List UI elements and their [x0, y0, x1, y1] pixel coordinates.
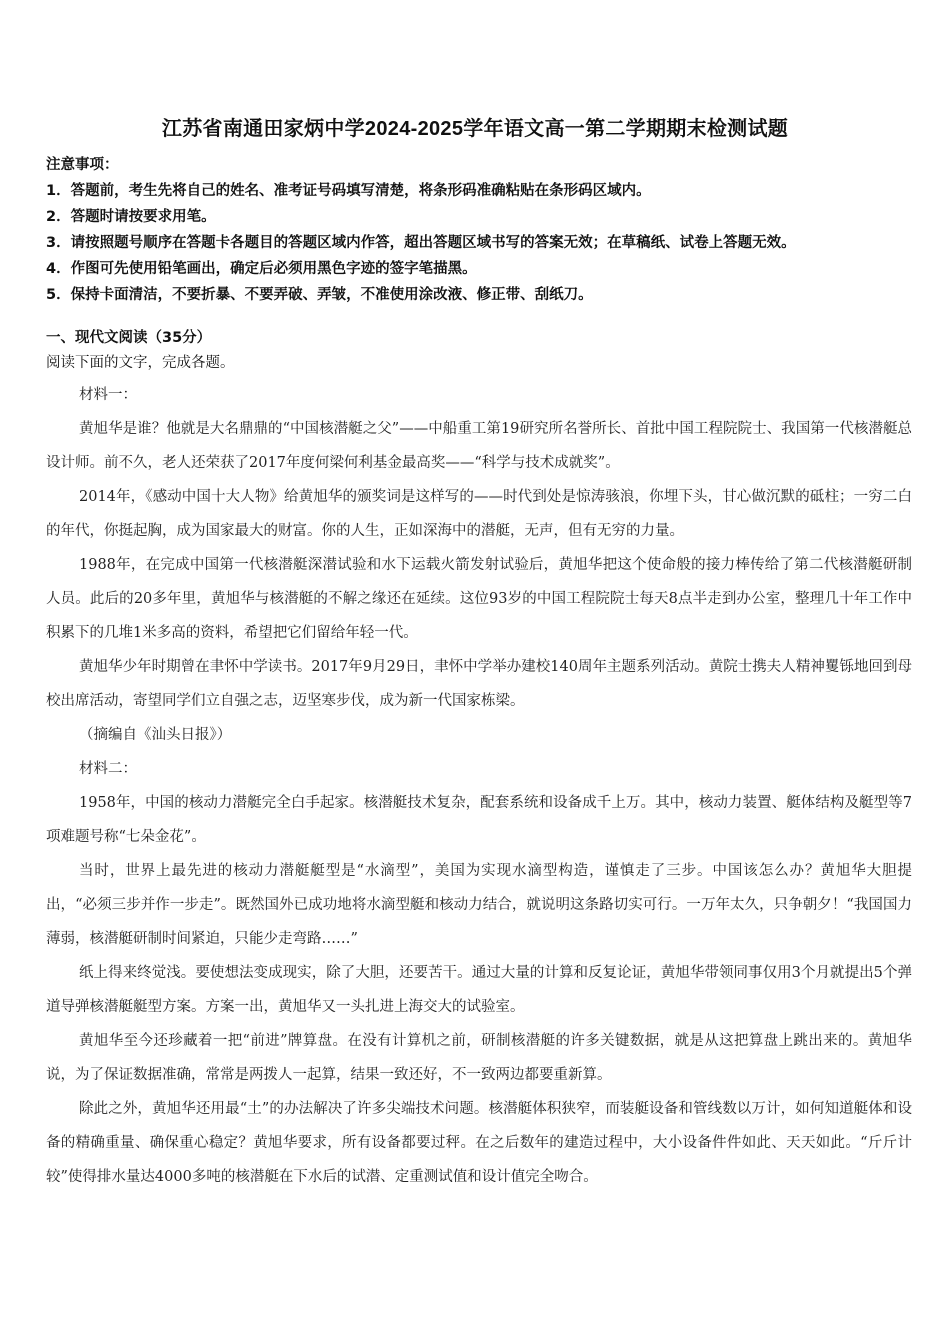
paragraph: 1958年，中国的核动力潜艇完全白手起家。核潜艇技术复杂，配套系统和设备成千上万。其中，核动力装置、艇体结构及艇型等7项难题号称“七朵金花”。: [46, 795, 912, 845]
paragraph: 1988年，在完成中国第一代核潜艇深潜试验和水下运载火箭发射试验后，黄旭华把这个使命般的接力棒传给了第二代核潜艇研制人员。此后的20多年里，黄旭华与核潜艇的不解之缘还在延续。这位93岁的中国工程院院士每天8点半走到办公室，整理几十年工作中积累下的几堆1米多高的资料，希望把它们留给年轻一代。: [46, 557, 912, 641]
paragraph: 黄旭华少年时期曾在聿怀中学读书。2017年9月29日，聿怀中学举办建校140周年主题系列活动。黄院士携夫人精神矍铄地回到母校出席活动，寄望同学们立自强之志，迈坚寒步伐，成为新一代国家栋梁。: [46, 659, 912, 709]
material-label: 材料二：: [79, 761, 137, 777]
notice-item: 4．作图可先使用铅笔画出，确定后必须用黑色字迹的签字笔描黑。: [46, 261, 477, 277]
paragraph: 黄旭华至今还珍藏着一把“前进”牌算盘。在没有计算机之前，研制核潜艇的许多关键数据，就是从这把算盘上跳出来的。黄旭华说，为了保证数据准确，常常是两拨人一起算，结果一致还好，不一致两边都要重新算。: [46, 1033, 912, 1083]
paragraph: 纸上得来终觉浅。要使想法变成现实，除了大胆，还要苦干。通过大量的计算和反复论证，黄旭华带领同事仅用3个月就提出5个弹道导弹核潜艇艇型方案。方案一出，黄旭华又一头扎进上海交大的试验室。: [46, 965, 912, 1015]
paragraph: 除此之外，黄旭华还用最“土”的办法解决了许多尖端技术问题。核潜艇体积狭窄，而装艇设备和管线数以万计，如何知道艇体和设备的精确重量、确保重心稳定？黄旭华要求，所有设备都要过秤。在之后数年的建造过程中，大小设备件件如此、天天如此。“斤斤计较”使得排水量达4000多吨的核潜艇在下水后的试潜、定重测试值和设计值完全吻合。: [46, 1101, 912, 1185]
material-label: 材料一：: [79, 387, 137, 403]
section-intro: 阅读下面的文字，完成各题。: [46, 355, 235, 371]
notice-block: [46, 152, 926, 308]
paragraph: 黄旭华是谁？他就是大名鼎鼎的“中国核潜艇之父”——中船重工第19研究所名誉所长、首批中国工程院院士、我国第一代核潜艇总设计师。前不久，老人还荣获了2017年度何梁何利基金最高奖——“科学与技术成就奖”。: [46, 421, 912, 471]
section-header: [46, 326, 926, 376]
notice-item: 1．答题前，考生先将自己的姓名、准考证号码填写清楚，将条形码准确粘贴在条形码区域内。: [46, 183, 651, 199]
source-note: （摘编自《汕头日报》）: [79, 727, 232, 743]
page-title: 江苏省南通田家炳中学2024-2025学年语文高一第二学期期末检测试题: [161, 118, 789, 140]
notice-item: 5．保持卡面清洁，不要折暴、不要弄破、弄皱，不准使用涂改液、修正带、刮纸刀。: [46, 287, 593, 303]
paragraph: 当时，世界上最先进的核动力潜艇艇型是“水滴型”，美国为实现水滴型构造，谨慎走了三步。中国该怎么办？黄旭华大胆提出，“必须三步并作一步走”。既然国外已成功地将水滴型艇和核动力结合，就说明这条路切实可行。一万年太久，只争朝夕！“我国国力薄弱，核潜艇研制时间紧迫，只能少走弯路……”: [46, 863, 912, 947]
section-heading: 一、现代文阅读（35分）: [46, 330, 212, 346]
notice-item: 3．请按照题号顺序在答题卡各题目的答题区域内作答，超出答题区域书写的答案无效；在草稿纸、试卷上答题无效。: [46, 235, 796, 251]
reading-passage: [46, 378, 912, 1194]
notice-item: 2．答题时请按要求用笔。: [46, 209, 216, 225]
paragraph: 2014年，《感动中国十大人物》给黄旭华的颁奖词是这样写的——时代到处是惊涛骇浪，你埋下头，甘心做沉默的砥柱；一穷二白的年代，你挺起胸，成为国家最大的财富。你的人生，正如深海中的潜艇，无声，但有无穷的力量。: [46, 489, 912, 539]
notice-heading: 注意事项：: [46, 157, 119, 173]
